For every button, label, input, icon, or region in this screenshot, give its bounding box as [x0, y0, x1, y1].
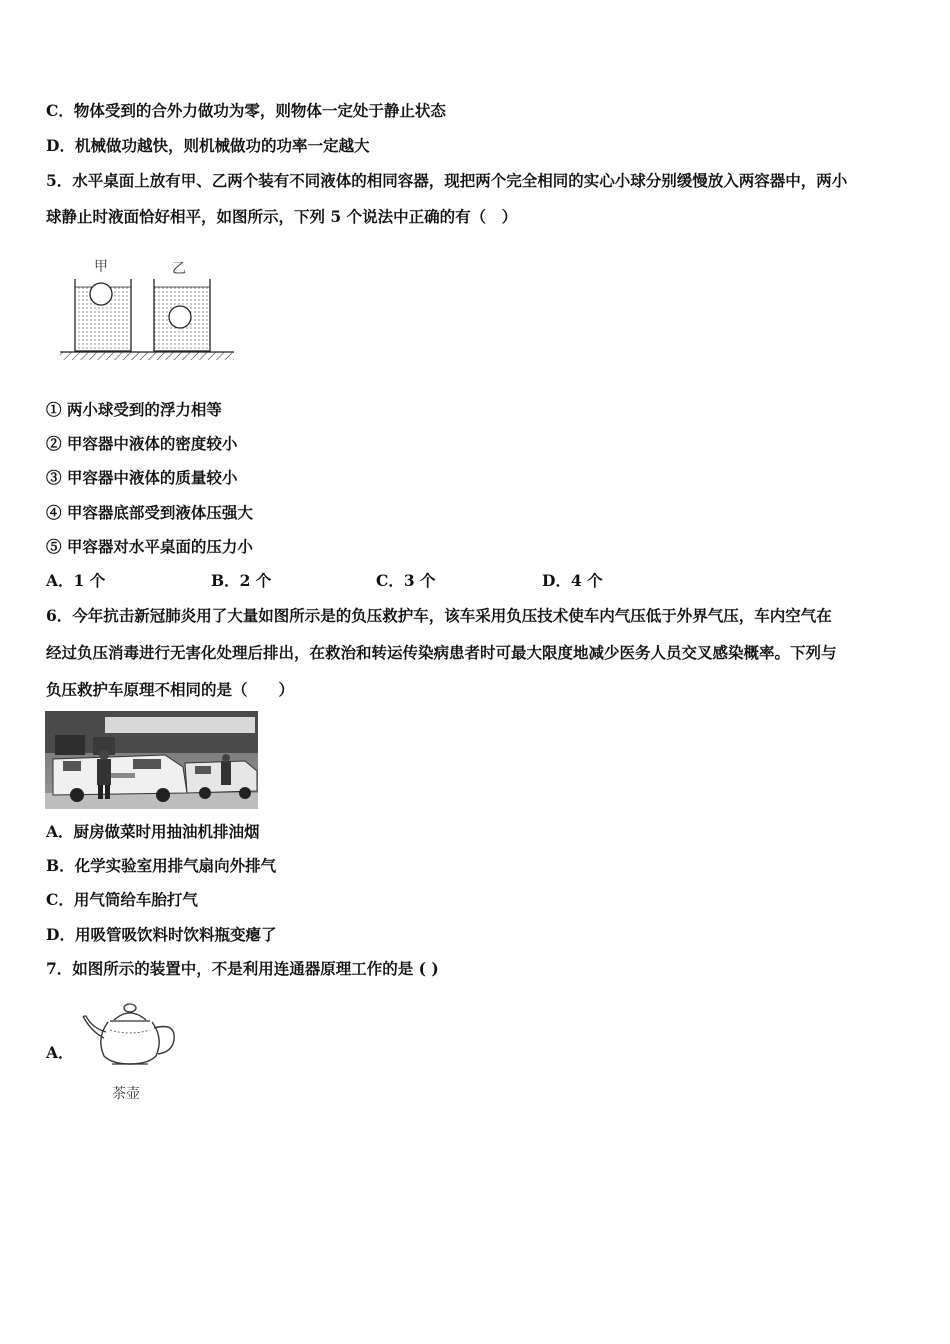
table-surface [60, 352, 234, 360]
q4-option-c: C．物体受到的合外力做功为零，则物体一定处于静止状态 [46, 101, 446, 120]
container-jia [75, 279, 131, 351]
q5-stem-line-1: 5．水平桌面上放有甲、乙两个装有不同液体的相同容器，现把两个完全相同的实心小球分别缓慢放入两容器中，两小 [46, 171, 848, 190]
q6-stem-line-3: 负压救护车原理不相同的是（ ） [46, 680, 295, 699]
teapot-caption: 茶壶 [112, 1086, 140, 1102]
q7-stem: 7．如图所示的装置中，不是利用连通器原理工作的是 ( ) [46, 959, 439, 978]
ambulance-photo [45, 711, 258, 809]
q7-option-a-label: A． [46, 1043, 74, 1062]
q5-statement-2: ② 甲容器中液体的密度较小 [46, 434, 238, 453]
q5-stem-line-2: 球静止时液面恰好相平，如图所示，下列 5 个说法中正确的有（ ） [46, 207, 518, 226]
q4-option-d: D．机械做功越快，则机械做功的功率一定越大 [46, 136, 370, 155]
q5-option-c: C．3 个 [376, 571, 436, 590]
q6-option-b: B．化学实验室用排气扇向外排气 [46, 856, 277, 875]
q6-option-a: A．厨房做菜时用抽油机排油烟 [46, 822, 260, 841]
ball-jia [90, 283, 112, 305]
container-label-jia: 甲 [94, 259, 108, 275]
q5-statement-3: ③ 甲容器中液体的质量较小 [46, 468, 238, 487]
q5-containers-figure [58, 255, 238, 367]
q5-statement-4: ④ 甲容器底部受到液体压强大 [46, 503, 253, 522]
q5-statement-5: ⑤ 甲容器对水平桌面的压力小 [46, 537, 253, 556]
q5-statement-1: ① 两小球受到的浮力相等 [46, 400, 222, 419]
q6-option-c: C．用气筒给车胎打气 [46, 890, 198, 909]
q6-option-d: D．用吸管吸饮料时饮料瓶变瘪了 [46, 925, 277, 944]
container-label-yi: 乙 [172, 261, 186, 277]
q5-option-b: B．2 个 [211, 571, 272, 590]
q6-stem-line-1: 6．今年抗击新冠肺炎用了大量如图所示是的负压救护车，该车采用负压技术使车内气压低于外界气压，车内空气在 [46, 606, 832, 625]
ball-yi [169, 306, 191, 328]
q6-stem-line-2: 经过负压消毒进行无害化处理后排出，在救治和转运传染病患者时可最大限度地减少医务人员交叉感染概率。下列与 [46, 643, 837, 662]
q5-option-d: D．4 个 [542, 571, 603, 590]
container-yi [154, 279, 210, 351]
q5-option-a: A．1 个 [46, 571, 106, 590]
teapot-icon [78, 998, 182, 1104]
